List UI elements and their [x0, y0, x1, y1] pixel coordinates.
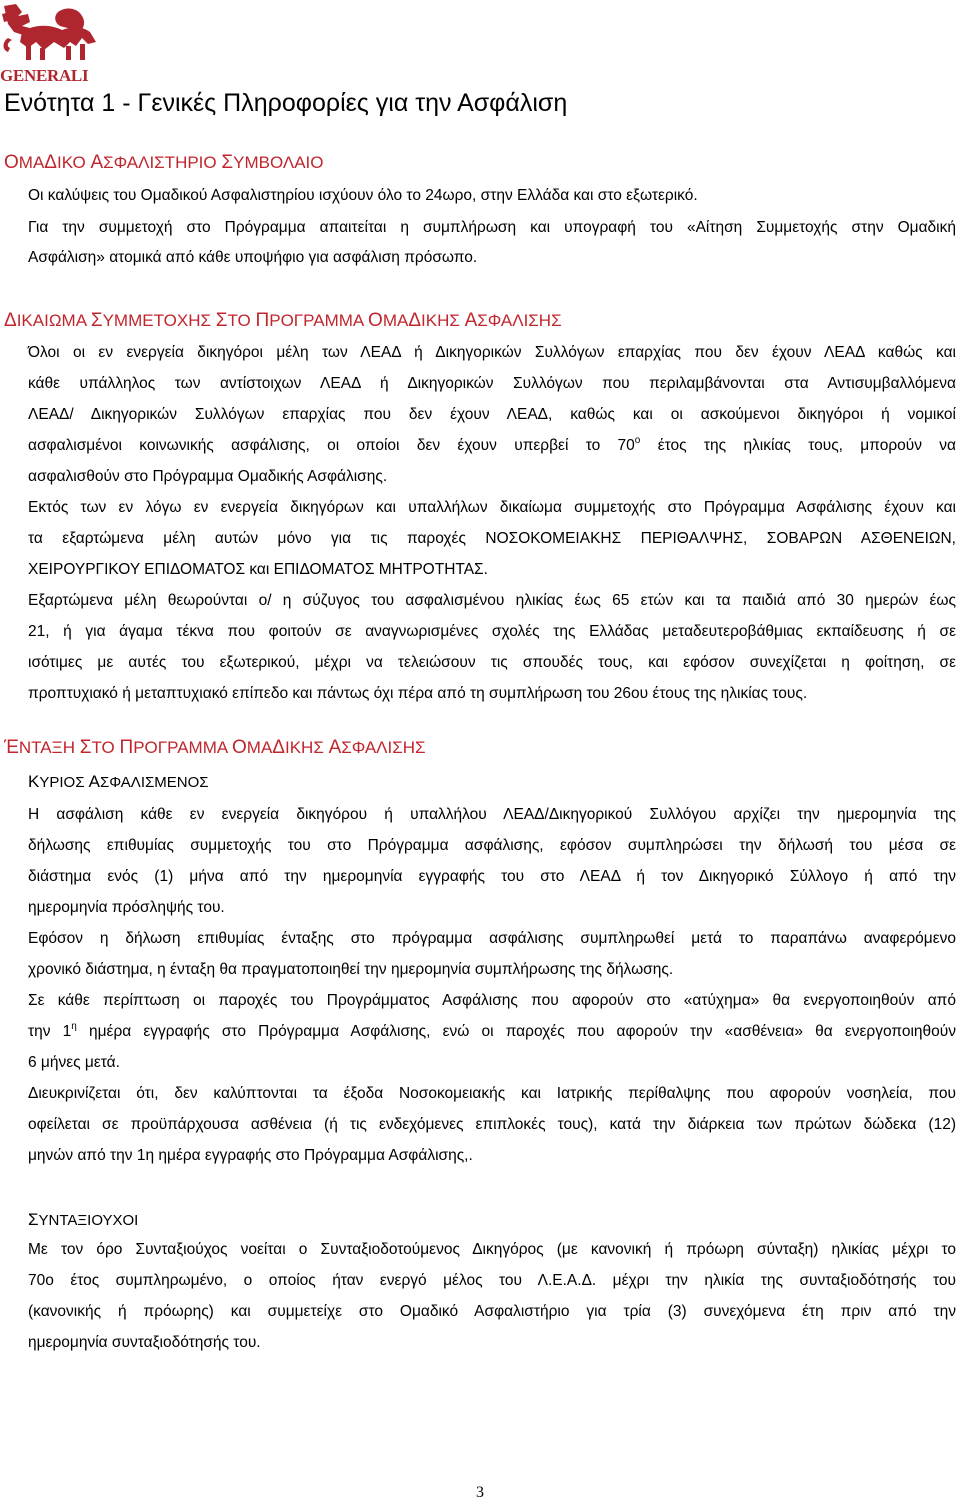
section-title-group-policy: ΟΜΑΔΙΚΟ ΑΣΦΑΛΙΣΤΗΡΙΟ ΣΥΜΒΟΛΑΙΟ — [4, 152, 324, 173]
paragraph-line: μηνών από την 1η ημέρα εγγραφής στο Πρόγραμμα Ασφάλισης,. — [28, 1147, 473, 1164]
paragraph-line: (κανονικής ή πρόωρης) και συμμετείχε στο Ομαδικό Ασφαλιστήριο για τρία (3) συνεχόμενα έτη πριν από την — [28, 1303, 956, 1320]
generali-logo — [0, 2, 102, 84]
paragraph-line: ΧΕΙΡΟΥΡΓΙΚΟΥ ΕΠΙΔΟΜΑΤΟΣ και ΕΠΙΔΟΜΑΤΟΣ ΜΗΤΡΟΤΗΤΑΣ. — [28, 561, 488, 578]
subsection-title-main-insured: ΚΥΡΙΟΣ ΑΣΦΑΛΙΣΜΕΝΟΣ — [28, 772, 209, 791]
paragraph-line: Διευκρινίζεται ότι, δεν καλύπτονται τα έξοδα Νοσοκομειακής και Ιατρικής περίθαλψης που αφορούν νοσηλεία, που — [28, 1085, 956, 1102]
paragraph-line: Όλοι οι εν ενεργεία δικηγόροι μέλη των ΛΕΑΔ ή Δικηγορικών Συλλόγων επαρχίας που δεν έχουν ΛΕΑΔ καθώς και — [28, 344, 956, 361]
winged-lion-icon — [0, 2, 102, 68]
paragraph-line: Η ασφάλιση κάθε εν ενεργεία δικηγόρου ή υπαλλήλου ΛΕΑΔ/Δικηγορικού Συλλόγου αρχίζει την ημερομηνία της — [28, 806, 956, 823]
paragraph-line: Σε κάθε περίπτωση οι παροχές του Προγράμματος Ασφάλισης που αφορούν στο «ατύχημα» θα ενεργοποιηθούν από — [28, 992, 956, 1009]
paragraph-line: Εκτός των εν λόγω εν ενεργεία δικηγόρων και υπαλλήλων δικαίωμα συμμετοχής στο Πρόγραμμα Ασφάλισης έχουν και — [28, 499, 956, 516]
page-title: Ενότητα 1 - Γενικές Πληροφορίες για την Ασφάλιση — [4, 89, 568, 117]
subsection-title-pensioners: ΣΥΝΤΑΞΙΟΥΧΟΙ — [28, 1210, 139, 1229]
page-number: 3 — [476, 1484, 484, 1501]
paragraph-line: τα εξαρτώμενα μέλη αυτών μόνο για τις παροχές ΝΟΣΟΚΟΜΕΙΑΚΗΣ ΠΕΡΙΘΑΛΨΗΣ, ΣΟΒΑΡΩΝ ΑΣΘΕΝΕΙΩΝ, — [28, 530, 956, 547]
paragraph-line: κάθε υπάλληλος των αντίστοιχων ΛΕΑΔ ή Δικηγορικών Συλλόγων που περιλαμβάνονται στα Αντισυμβαλλόμενα — [28, 375, 956, 392]
paragraph-line: ασφαλισμένοι κοινωνικής ασφάλισης, οι οποίοι δεν έχουν υπερβεί το $70^o$ έτος της ηλικίας τους, μπορούν να — [28, 435, 957, 454]
paragraph-line: 21, ή για άγαμα τέκνα που φοιτούν σε αναγνωρισμένες σχολές της Ελλάδας μεταδευτεροβάθμιας εκπαίδευσης ή σε — [28, 623, 956, 640]
paragraph-line: Με τον όρο Συνταξιούχος νοείται ο Συνταξιοδοτούμενος Δικηγόρος (με κανονική ή πρόωρη σύνταξη) ηλικίας μέχρι το — [28, 1241, 956, 1258]
paragraph-line: δήλωσης επιθυμίας συμμετοχής του στο Πρόγραμμα ασφάλισης, εφόσον συμπληρώσει την δήλωσή του μέσα σε — [28, 837, 956, 854]
paragraph-line: οφείλεται σε προϋπάρχουσα ασθένεια (ή τις ενδεχόμενες επιπλοκές τους), κατά την διάρκεια των πρώτων δώδεκα (12) — [28, 1116, 956, 1133]
paragraph-line: ισότιμες με αυτές του εξωτερικού, μέχρι να τελειώσουν τις σπουδές τους, και εφόσον συνεχίζεται η φοίτηση, σε — [28, 654, 956, 671]
paragraph-line: διάστημα ενός (1) μήνα από την ημερομηνία εγγραφής του στο ΛΕΑΔ ή τον Δικηγορικό Σύλλογο ή από την — [28, 868, 956, 885]
section-title-enrollment: ΈΝΤΑΞΗ ΣΤΟ ΠΡΟΓΡΑΜΜΑ ΟΜΑΔΙΚΗΣ ΑΣΦΑΛΙΣΗΣ — [4, 737, 426, 758]
logo-wordmark: GENERALI — [0, 66, 89, 85]
paragraph-line: Εφόσον η δήλωση επιθυμίας ένταξης στο πρόγραμμα ασφάλισης συμπληρωθεί μετά το παραπάνω αναφερόμενο — [28, 930, 956, 947]
paragraph-line: Ασφάλιση» ατομικά από κάθε υποψήφιο για ασφάλιση πρόσωπο. — [28, 249, 478, 266]
paragraph-line: ημερομηνία συνταξιοδότησής του. — [28, 1334, 261, 1351]
paragraph-line: ασφαλισθούν στο Πρόγραμμα Ομαδικής Ασφάλισης. — [28, 468, 388, 485]
paragraph-line: Για την συμμετοχή στο Πρόγραμμα απαιτείται η συμπλήρωση και υπογραφή του «Αίτηση Συμμετοχής στην Ομαδική — [28, 219, 956, 236]
section-title-eligibility: ΔΙΚΑΙΩΜΑ ΣΥΜΜΕΤΟΧΗΣ ΣΤΟ ΠΡΟΓΡΑΜΜΑ ΟΜΑΔΙΚΗΣ ΑΣΦΑΛΙΣΗΣ — [4, 310, 562, 331]
paragraph-line: Εξαρτώμενα μέλη θεωρούνται ο/ η σύζυγος του ασφαλισμένου ηλικίας έως 65 ετών και τα παιδιά από 30 ημερών έως — [28, 592, 956, 609]
paragraph-line: προπτυχιακό ή μεταπτυχιακό επίπεδο και πάντως όχι πέρα από τη συμπλήρωση του 26ου έτους της ηλικίας τους. — [28, 685, 808, 702]
paragraph-line: την $1^\eta$ ημέρα εγγραφής στο Πρόγραμμα Ασφάλισης, ενώ οι παροχές που αφορούν την «ασθένεια» θα ενεργοποιηθούν — [28, 1021, 957, 1040]
paragraph-line: χρονικό διάστημα, η ένταξη θα πραγματοποιηθεί την ημερομηνία συμπλήρωσης της δήλωσης. — [28, 961, 674, 978]
paragraph-line: 70ο έτος συμπληρωμένο, ο οποίος ήταν ενεργό μέλος του Λ.Ε.Α.Δ. μέχρι την ηλικία της συνταξιοδότησής του — [28, 1272, 956, 1289]
paragraph-line: ΛΕΑΔ/ Δικηγορικών Συλλόγων επαρχίας που δεν έχουν ΛΕΑΔ, καθώς και οι ασκούμενοι δικηγόροι ή νομικοί — [28, 406, 956, 423]
paragraph-line: ημερομηνία πρόσληψής του. — [28, 899, 225, 916]
paragraph-line: 6 μήνες μετά. — [28, 1054, 120, 1071]
paragraph-line: Οι καλύψεις του Ομαδικού Ασφαλιστηρίου ισχύουν όλο το 24ωρο, στην Ελλάδα και στο εξωτερικό. — [28, 187, 698, 204]
